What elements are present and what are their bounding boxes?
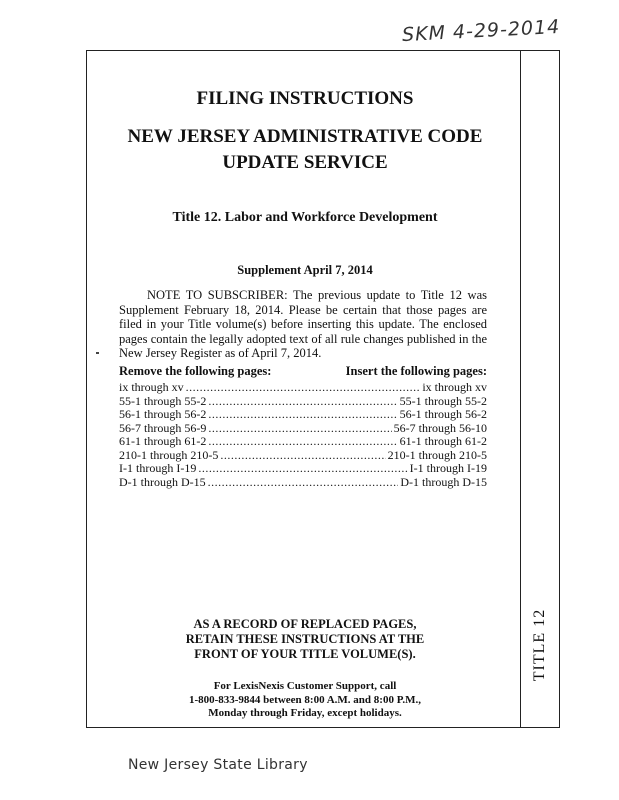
subscriber-note: NOTE TO SUBSCRIBER: The previous update to Title 12 was Supplement February 18, 2014. Please be certain that those pages are filed in your Title volume(s) before inserting this update. The enclosed pages contain the legally adopted text of all rule changes published in the New Jersey Register as of April 7, 2014. [119, 288, 487, 360]
library-stamp: New Jersey State Library [128, 757, 308, 773]
margin-mark [96, 352, 99, 354]
record-notice-line-2: RETAIN THESE INSTRUCTIONS AT THE [185, 632, 425, 646]
remove-range: D-1 through D-15 [119, 474, 206, 489]
list-item [119, 434, 487, 448]
code-title [90, 124, 520, 176]
list-item [119, 461, 487, 475]
remove-range: ix through xv [119, 380, 184, 394]
list-item [119, 380, 487, 394]
record-notice [90, 617, 520, 662]
list-item [119, 394, 487, 408]
list-item [119, 448, 487, 462]
list-item [119, 475, 487, 489]
remove-range: 56-7 through 56-9 [119, 420, 207, 435]
title-line: Title 12. Labor and Workforce Development [172, 210, 438, 225]
remove-range: 56-1 through 56-2 [119, 407, 207, 421]
remove-range: 210-1 through 210-5 [119, 447, 219, 462]
remove-range: I-1 through I-19 [119, 461, 197, 475]
title-tab-label: TITLE 12 [531, 608, 549, 682]
remove-header: Remove the following pages: [119, 364, 272, 378]
record-notice-line-3: FRONT OF YOUR TITLE VOLUME(S). [194, 647, 416, 661]
support-line-3: Monday through Friday, except holidays. [208, 707, 402, 719]
insert-range: 210-1 through 210-5 [387, 447, 487, 462]
code-title-line-1: NEW JERSEY ADMINISTRATIVE CODE [127, 126, 483, 147]
insert-range: 56-1 through 56-2 [399, 407, 487, 421]
title-tab [525, 585, 555, 705]
insert-range: ix through xv [422, 380, 487, 394]
insert-range: 55-1 through 55-2 [399, 393, 487, 408]
supplement-date: Supplement April 7, 2014 [237, 263, 373, 277]
list-item [119, 421, 487, 435]
tab-divider [520, 50, 521, 728]
insert-range: D-1 through D-15 [400, 474, 487, 489]
page-title: FILING INSTRUCTIONS [196, 88, 414, 109]
support-info [90, 680, 520, 721]
code-title-line-2: UPDATE SERVICE [222, 152, 388, 173]
insert-range: 56-7 through 56-10 [393, 420, 487, 435]
handwritten-note: SKM 4-29-2014 [401, 15, 561, 47]
support-line-1: For LexisNexis Customer Support, call [213, 680, 397, 692]
record-notice-line-1: AS A RECORD OF REPLACED PAGES, [193, 617, 417, 631]
remove-range: 61-1 through 61-2 [119, 434, 207, 448]
list-item [119, 407, 487, 421]
remove-range: 55-1 through 55-2 [119, 393, 207, 408]
leader-dots [208, 475, 399, 490]
support-line-2: 1-800-833-9844 between 8:00 A.M. and 8:00 P.M., [188, 693, 422, 706]
pages-list [119, 380, 487, 488]
insert-header: Insert the following pages: [345, 364, 487, 378]
insert-range: 61-1 through 61-2 [399, 434, 487, 448]
pages-header [119, 364, 487, 379]
insert-range: I-1 through I-19 [409, 461, 487, 475]
